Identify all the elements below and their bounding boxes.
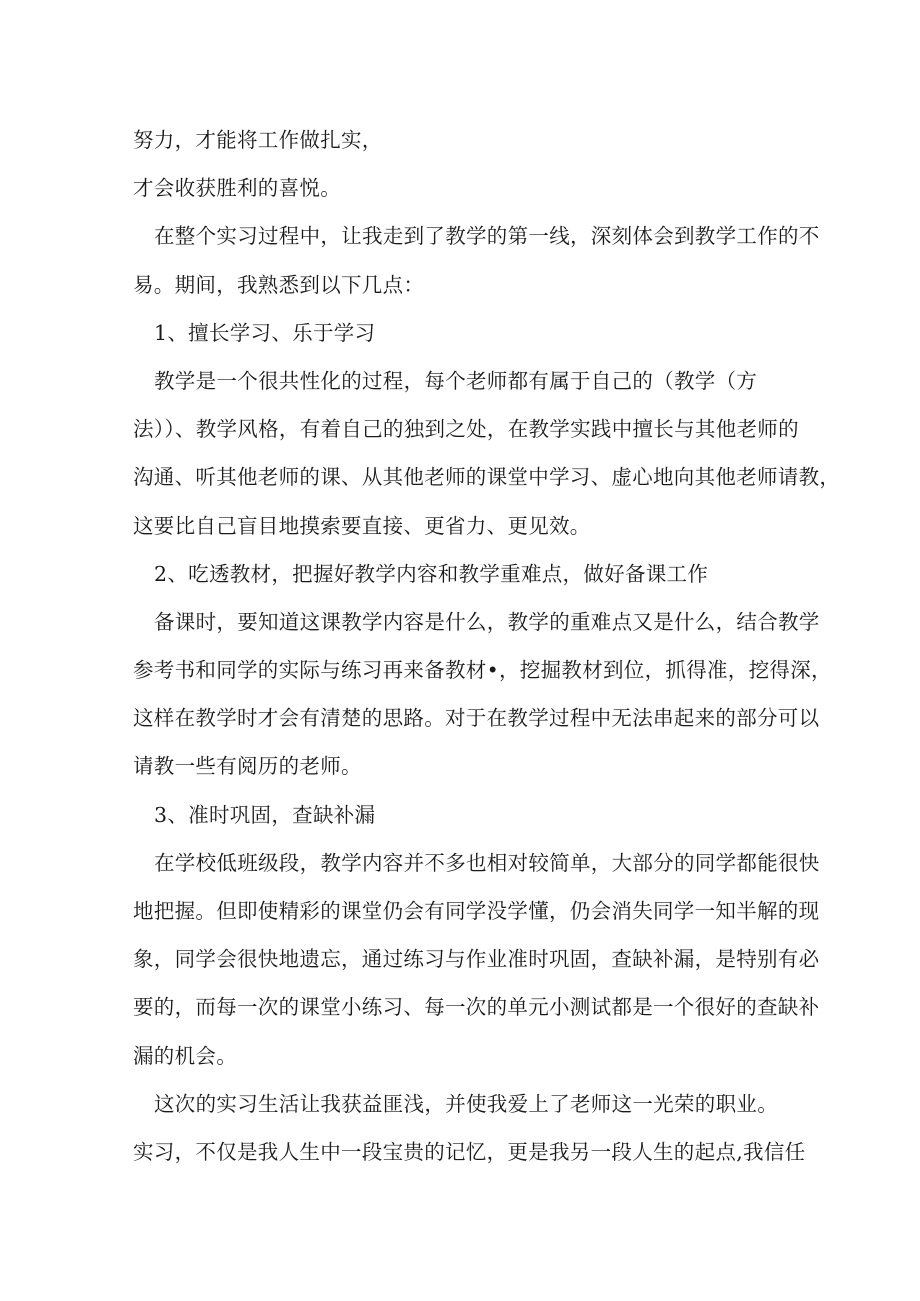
- paragraph-conclusion: 这次的实习生活让我获益匪浅，并使我爱上了老师这一光荣的职业。: [154, 1091, 778, 1116]
- paragraph-section-1: 教学是一个很共性化的过程，每个老师都有属于自己的（教学（方: [154, 368, 758, 393]
- paragraph-section-2: 备课时，要知道这课教学内容是什么，教学的重难点又是什么，结合教学: [154, 609, 820, 634]
- paragraph-intro-cont: 易。期间，我熟悉到以下几点：: [133, 272, 425, 297]
- document-page: [133, 116, 841, 1176]
- paragraph-conclusion-cont: 实习，不仅是我人生中一段宝贵的记忆，更是我另一段人生的起点,我信任: [133, 1139, 806, 1164]
- paragraph-section-3-cont: 要的，而每一次的课堂小练习、每一次的单元小测试都是一个很好的查缺补: [133, 995, 820, 1020]
- paragraph-section-2-cont: 请教一些有阅历的老师。: [133, 754, 362, 779]
- paragraph-section-1-cont: 法））、教学风格，有着自己的独到之处，在教学实践中擅长与其他老师的: [133, 417, 799, 442]
- section-heading-1: 1、擅长学习、乐于学习: [154, 320, 376, 345]
- paragraph-section-2-cont: 参考书和同学的实际与练习再来备教材•，挖掘教材到位，抓得准，挖得深，: [133, 658, 832, 683]
- paragraph-section-3-cont: 象，同学会很快地遗忘，通过练习与作业准时巩固，查缺补漏，是特别有必: [133, 947, 820, 972]
- section-heading-2: 2、吃透教材，把握好教学内容和教学重难点，做好备课工作: [154, 561, 709, 586]
- paragraph-section-2-cont: 这样在教学时才会有清楚的思路。对于在教学过程中无法串起来的部分可以: [133, 706, 820, 731]
- paragraph-section-1-cont: 这要比自己盲目地摸索要直接、更省力、更见效。: [133, 513, 591, 538]
- paragraph-intro: 在整个实习过程中，让我走到了教学的第一线，深刻体会到教学工作的不: [154, 224, 820, 249]
- text-line-continuation: 才会收获胜利的喜悦。: [133, 176, 341, 201]
- text-line-continuation: 努力，才能将工作做扎实，: [133, 128, 383, 152]
- paragraph-section-1-cont: 沟通、听其他老师的课、从其他老师的课堂中学习、虚心地向其他老师请教，: [133, 465, 841, 490]
- section-heading-3: 3、准时巩固，查缺补漏: [154, 802, 376, 827]
- paragraph-section-3-cont: 漏的机会。: [133, 1043, 237, 1068]
- paragraph-section-3-cont: 地把握。但即使精彩的课堂仍会有同学没学懂，仍会消失同学一知半解的现: [133, 899, 820, 923]
- paragraph-section-3: 在学校低班级段，教学内容并不多也相对较简单，大部分的同学都能很快: [154, 850, 820, 875]
